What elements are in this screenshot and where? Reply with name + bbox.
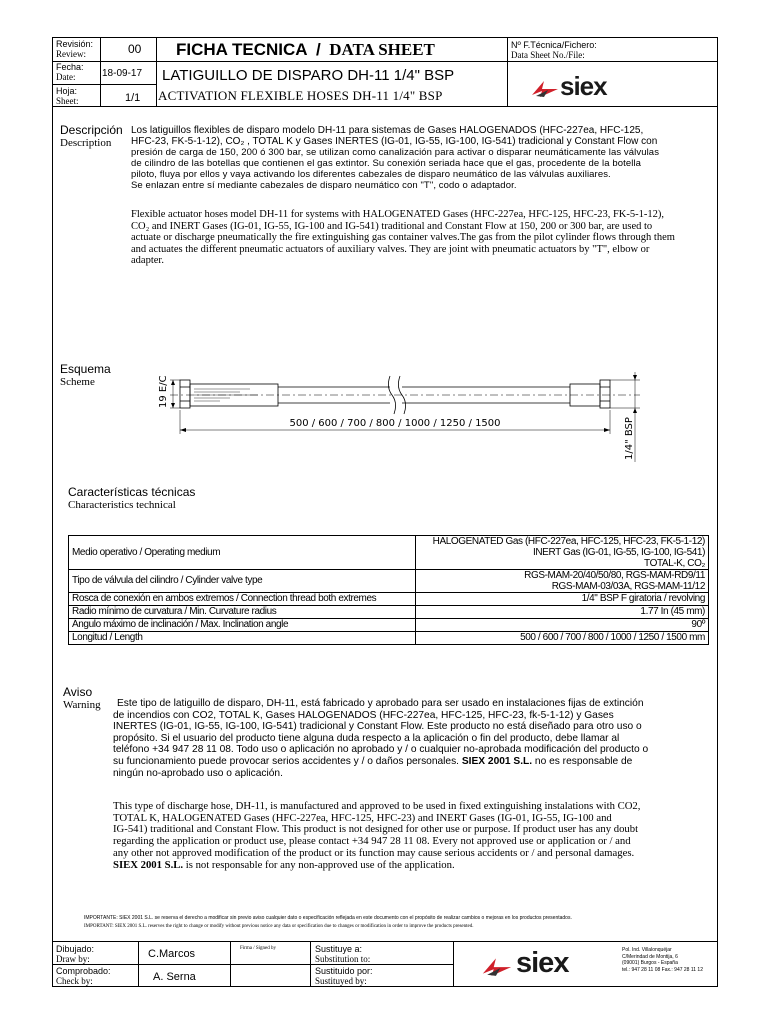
warning-text-en: This type of discharge hose, DH-11, is manufactured and approved to be used in fixed extinguishing instalations with CO2, TOTAL K, HALOGENATED Gases (HFC-227ea, HFC-125, HFC-23) and INERT Gases (IG-01, IG-55, IG-100 and IG-541) traditional and Constant Flow. This product is not designed for other use or purpose. If product user has any doubt regarding the application or product use, please contact +34 947 28 11 08. Every not approved use or application or / and any other not approved modification of the product or its function may cause serious accidents or / and personal damages. SIEX 2001 S.L. is not responsable for any non-approved use of the application. [113,800,641,871]
table-row: Ángulo máximo de inclinación / Max. Inclination angle 90º [69,619,709,632]
scheme-heading-en: Scheme [60,376,95,388]
checked-by-label: Comprobado: Check by: [56,966,111,986]
dim-thread-label: 1/4" BSP [624,417,635,460]
file-number-label: Nº F.Técnica/Fichero: Data Sheet No./File: [511,40,597,60]
company-address: Pol. Ind. Villalonquéjar C/Merindad de Montija, 6 (09001) Burgos - España tel.: 947 28 11 08 Fax.: 947 28 11 12 [622,947,703,973]
notice-es: IMPORTANTE: SIEX 2001 S.L. se reserva el derecho a modificar sin previo aviso cualquier dato o especificación reflejada en este documento con el propósito de realizar cambios o mejoras en los productos presentados. [84,915,572,921]
revision-value: 00 [128,42,142,56]
description-text-en: Flexible actuator hoses model DH-11 for systems with HALOGENATED Gases (HFC-227ea, HFC-125, HFC-23, FK-5-1-12), CO₂ and INERT Gases (IG-01, IG-55, IG-100 and IG-541) traditional and Constant Flow at 150, 200 or 300 bar, are used to actuate or discharge pneumatically the fire extinguishing gas container valves.The gas from the pilot cylinder flows through them and actuates the different pneumatic actuators of auxiliary valves. They are joint with pneumatic actuators by "T", elbow or adapter. [131,209,675,266]
hose-drawing [140,362,660,462]
siex-logo: siex [530,73,630,101]
table-row: Tipo de válvula del cilindro / Cylinder valve type RGS-MAM-20/40/50/80, RGS-MAM-RD9/11 RGS-MAM-03/03A, RGS-MAM-11/12 [69,570,709,593]
description-heading: Descripción [60,123,123,137]
dim-lengths-label: 500 / 600 / 700 / 800 / 1000 / 1250 / 1500 [289,418,501,429]
drawn-by-label: Dibujado: Draw by: [56,944,95,964]
warning-heading-en: Warning [63,699,101,711]
date-label: Fecha: Date: [56,62,84,82]
revision-label: Revisión: Review: [56,39,94,59]
notice-en: IMPORTANT: SIEX 2001 S.L. reserves the right to change or modify without previous notice any data or specification due to changes or modification in order to improve the products presented. [84,924,474,929]
description-heading-en: Description [60,137,112,149]
characteristics-table [68,535,709,645]
sheet-label: Hoja: Sheet: [56,86,79,106]
product-title-en: ACTIVATION FLEXIBLE HOSES DH-11 1/4" BSP [158,88,443,103]
checked-by-value: A. Serna [153,971,196,983]
substitutes-label: Sustituye a: Substitution to: [315,944,371,964]
scheme-heading: Esquema [60,362,111,376]
warning-heading: Aviso [63,685,93,699]
characteristics-heading-en: Characteristics technical [68,499,176,511]
sheet-value: 1/1 [125,92,141,104]
signature-label: Firma / Signed by [240,946,276,951]
document-title: FICHA TECNICA / DATA SHEET [176,40,435,59]
warning-text-es: Este tipo de latiguillo de disparo, DH-11, está fabricado y aprobado para ser usado en instalaciones fijas de extinción de incendios con CO2, TOTAL K, Gases HALOGENADOS (HFC-227ea, HFC-125, HFC-23, fk-5-1-12) y Gases INERTES (IG-01, IG-55, IG-100, IG-541) tradicional y Constant Flow. Este producto no está diseñado para otro uso o propósito. Si el usuario del producto tiene alguna duda respecto a la aplicación o fin del producto, debe llamar al teléfono +34 947 28 11 08. Todo uso o aplicación no aprobado y / o cualquier no-aprobada modificación del producto o su funcionamiento puede provocar serios accidentes y / o daños personales. SIEX 2001 S.L. no es responsable de ningún no-aprobado uso o aplicación. [113,698,649,779]
table-row: Medio operativo / Operating medium HALOGENATED Gas (HFC-227ea, HFC-125, HFC-23, FK-5-1-12) INERT Gas (IG-01, IG-55, IG-100, IG-541) TOTAL-K, CO₂ [69,536,709,570]
dim-nut-label: 19 E/C [158,375,169,408]
footer-siex-logo: siex [480,950,590,980]
characteristics-heading: Características técnicas [68,485,196,499]
date-value: 18-09-17 [102,68,143,79]
substituted-label: Sustituido por: Sustituyed by: [315,966,373,986]
table-row: Rosca de conexión en ambos extremos / Connection thread both extremes 1/4" BSP F giratoria / revolving [69,593,709,606]
description-text-es: Los latiguillos flexibles de disparo modelo DH-11 para sistemas de Gases HALOGENADOS (HFC-227ea, HFC-125, HFC-23, FK-5-1-12), CO₂ , TOTAL K y Gases INERTES (IG-01, IG-55, IG-100, IG-541) tradicional y Constant Flow con presión de carga de 150, 200 ó 300 bar, se utilizan como canalización para activar o disparar neumáticamente las válvulas de cilindro de las botellas que contienen el gas extintor. Su conexión seriada hace que el gas, procedente de la botella piloto, fluya por ellos y vaya activando los diferentes cabezales de disparo neumático de las válvulas auxiliares. Se enlazan entre sí mediante cabezales de disparo neumático con "T", codo o adaptador. [131,125,660,191]
product-title-es: LATIGUILLO DE DISPARO DH-11 1/4" BSP [162,67,455,84]
table-row: Radio mínimo de curvatura / Min. Curvature radius 1.77 In (45 mm) [69,606,709,619]
table-row: Longitud / Length 500 / 600 / 700 / 800 / 1000 / 1250 / 1500 mm [69,632,709,645]
drawn-by-value: C.Marcos [148,948,196,960]
